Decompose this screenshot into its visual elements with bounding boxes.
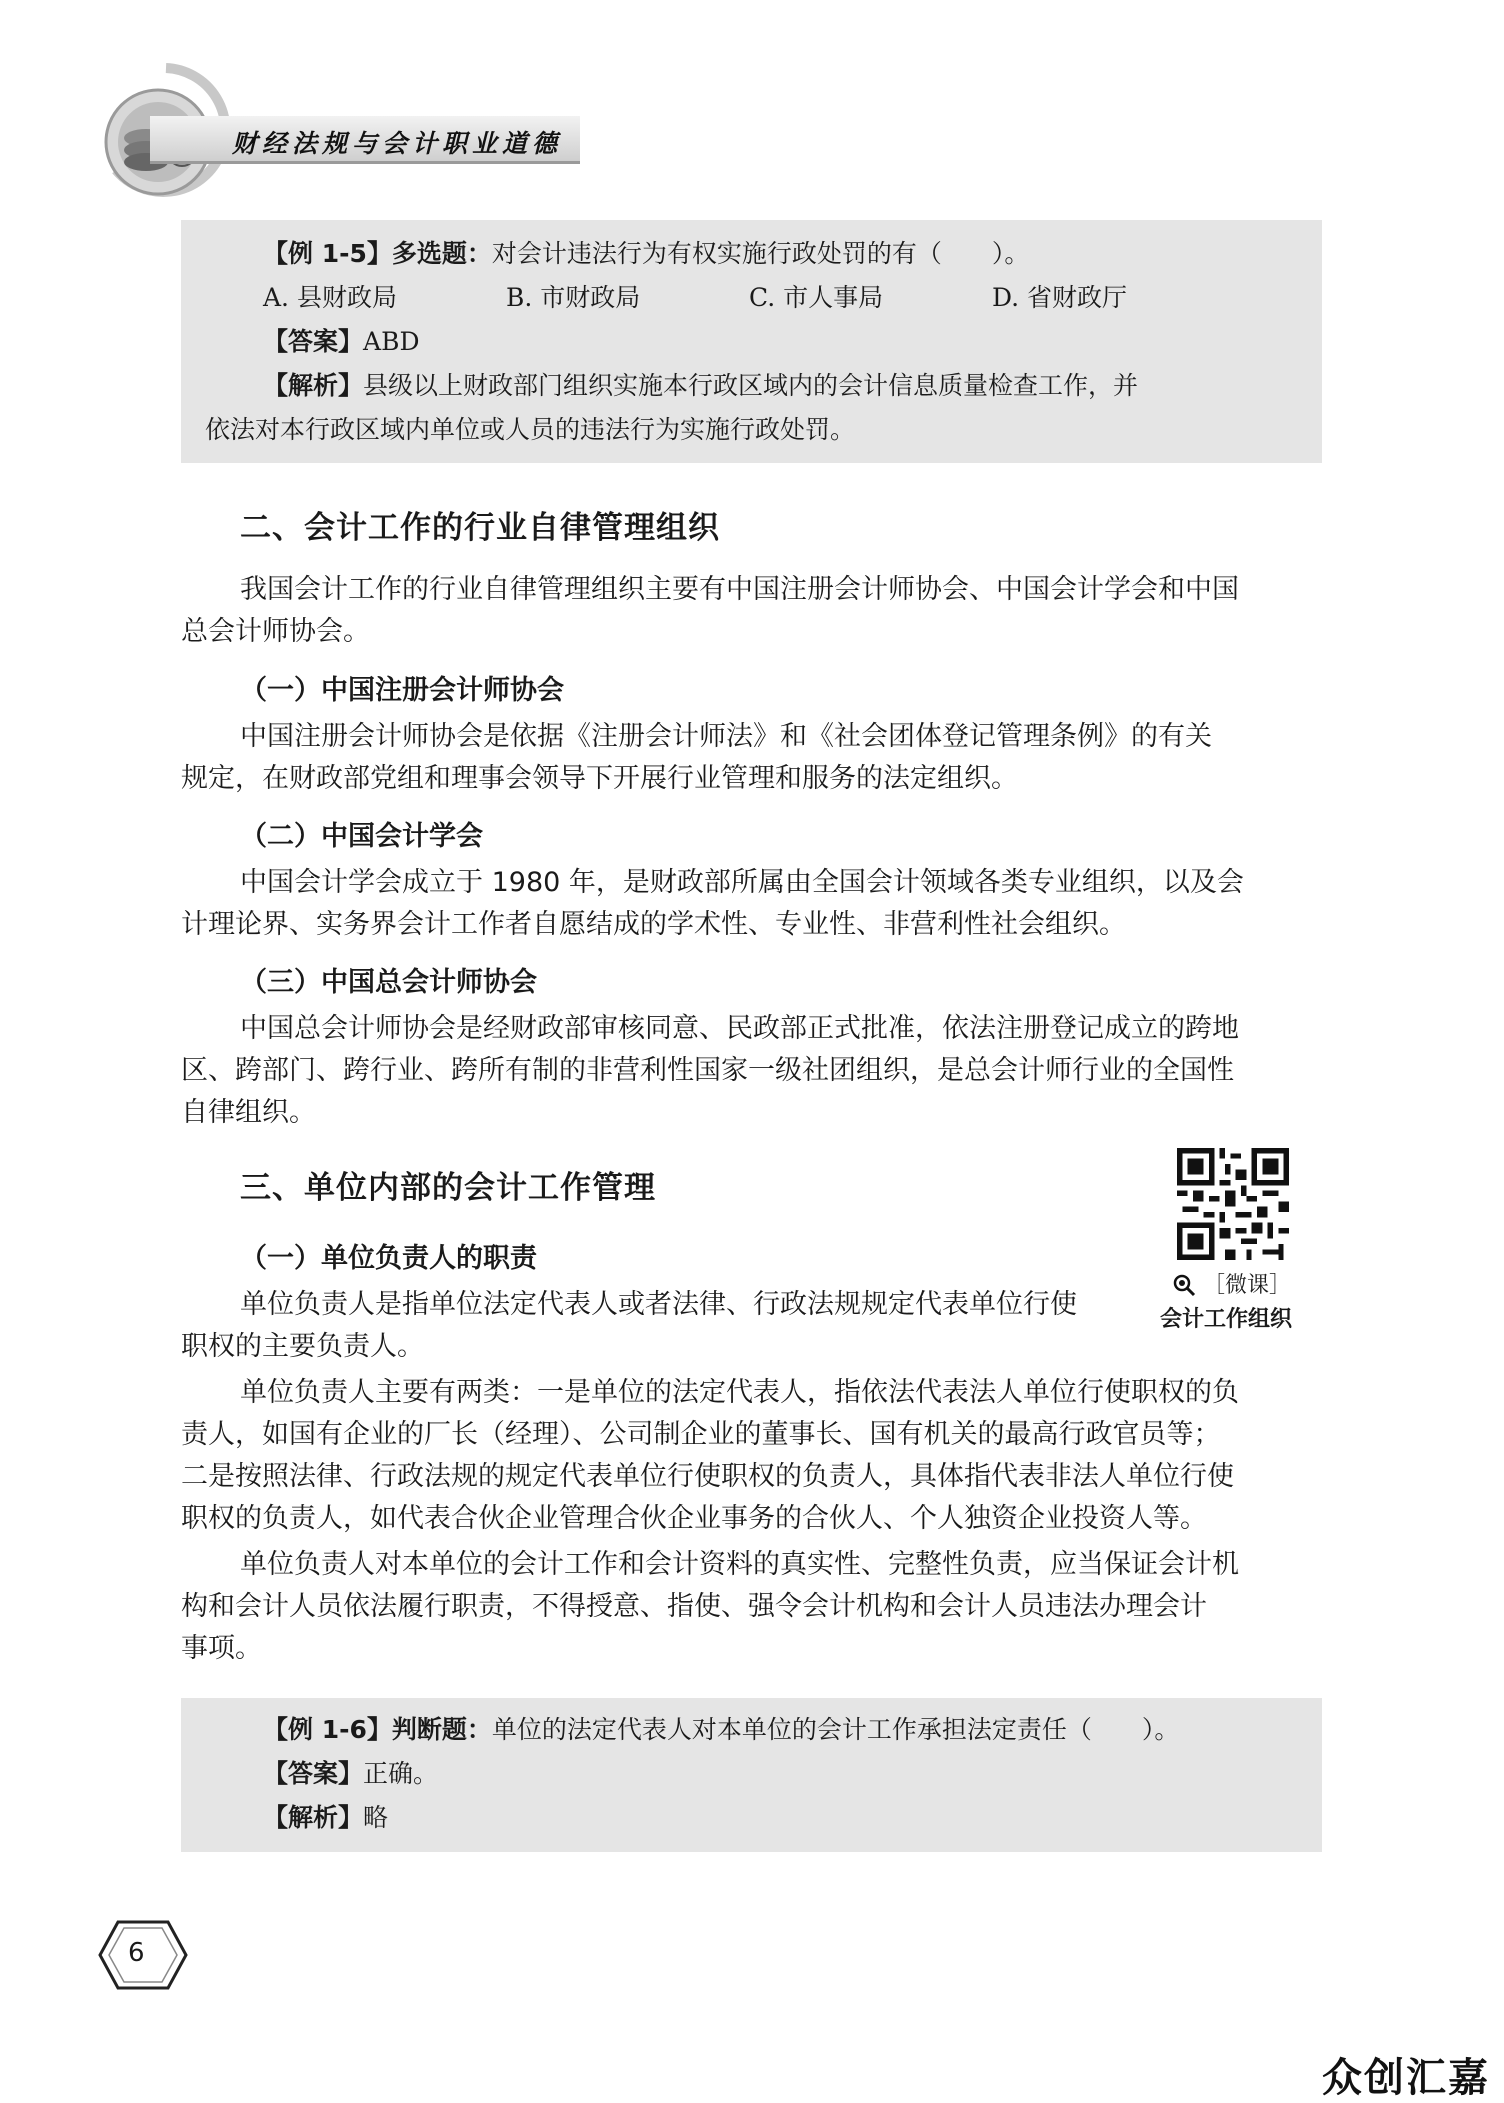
example-1-6-question: 【例 1-6】判断题：单位的法定代表人对本单位的会计工作承担法定责任（ ）。 bbox=[263, 1715, 1180, 1744]
example-1-5-question: 【例 1-5】多选题：对会计违法行为有权实施行政处罚的有（ ）。 bbox=[263, 239, 1030, 268]
example-1-5-analysis-cont: 依法对本行政区域内单位或人员的违法行为实施行政处罚。 bbox=[205, 415, 856, 444]
section-2-heading: 二、会计工作的行业自律管理组织 bbox=[240, 510, 720, 546]
section-2-sub-1-para-cont: 规定，在财政部党组和理事会领导下开展行业管理和服务的法定组织。 bbox=[181, 763, 1018, 794]
section-2-sub-1-heading: （一）中国注册会计师协会 bbox=[240, 675, 564, 706]
example-box-1-5 bbox=[181, 220, 1322, 463]
section-3-sub-1-heading: （一）单位负责人的职责 bbox=[240, 1243, 537, 1274]
example-1-6-answer: 【答案】正确。 bbox=[263, 1759, 439, 1788]
page-number: 6 bbox=[128, 1938, 145, 1968]
example-box-1-6 bbox=[181, 1698, 1322, 1852]
option-c: C. 市人事局 bbox=[749, 283, 884, 312]
section-3-para-3-line-2: 构和会计人员依法履行职责，不得授意、指使、强令会计机构和会计人员违法办理会计 bbox=[181, 1591, 1207, 1622]
example-1-5-options bbox=[263, 276, 1235, 320]
option-d: D. 省财政厅 bbox=[992, 283, 1128, 312]
section-3-para-3-line-3: 事项。 bbox=[181, 1633, 262, 1664]
option-b: B. 市财政局 bbox=[506, 283, 641, 312]
section-3-para-2-line-4: 职权的负责人，如代表合伙企业管理合伙企业事务的合伙人、个人独资企业投资人等。 bbox=[181, 1503, 1207, 1534]
section-3-para-2-line-3: 二是按照法律、行政法规的规定代表单位行使职权的负责人，具体指代表非法人单位行使 bbox=[181, 1461, 1234, 1492]
example-1-6-analysis: 【解析】略 bbox=[263, 1803, 389, 1832]
section-3-heading: 三、单位内部的会计工作管理 bbox=[240, 1170, 656, 1206]
section-2-intro-cont: 总会计师协会。 bbox=[181, 616, 370, 647]
section-2-intro: 我国会计工作的行业自律管理组织主要有中国注册会计师协会、中国会计学会和中国 bbox=[240, 574, 1239, 605]
section-3-para-3: 单位负责人对本单位的会计工作和会计资料的真实性、完整性负责，应当保证会计机 bbox=[240, 1549, 1239, 1580]
section-3-para-2-line-2: 责人，如国有企业的厂长（经理）、公司制企业的董事长、国有机关的最高行政官员等； bbox=[181, 1419, 1221, 1450]
qr-code-icon[interactable] bbox=[1177, 1148, 1289, 1260]
section-2-sub-3-para-end: 自律组织。 bbox=[181, 1097, 316, 1128]
qr-caption-weike: ［微课］ bbox=[1172, 1268, 1291, 1299]
section-3-para-1: 单位负责人是指单位法定代表人或者法律、行政法规规定代表单位行使 bbox=[240, 1289, 1077, 1320]
example-1-5-analysis: 【解析】县级以上财政部门组织实施本行政区域内的会计信息质量检查工作，并 bbox=[263, 371, 1139, 400]
section-2-sub-3-para: 中国总会计师协会是经财政部审核同意、民政部正式批准，依法注册登记成立的跨地 bbox=[240, 1013, 1239, 1044]
example-1-5-answer: 【答案】ABD bbox=[263, 327, 420, 356]
qr-caption-title: 会计工作组织 bbox=[1160, 1307, 1293, 1332]
section-2-sub-2-para-cont: 计理论界、实务界会计工作者自愿结成的学术性、专业性、非营利性社会组织。 bbox=[181, 909, 1126, 940]
section-2-sub-3-para-cont: 区、跨部门、跨行业、跨所有制的非营利性国家一级社团组织，是总会计师行业的全国性 bbox=[181, 1055, 1234, 1086]
section-3-para-2: 单位负责人主要有两类：一是单位的法定代表人，指依法代表法人单位行使职权的负 bbox=[240, 1377, 1239, 1408]
section-3-para-1-cont: 职权的主要负责人。 bbox=[181, 1331, 424, 1362]
book-title: 财经法规与会计职业道德 bbox=[232, 129, 563, 158]
watermark: 众创汇嘉 bbox=[1322, 2055, 1490, 2101]
section-2-sub-2-para: 中国会计学会成立于 1980 年，是财政部所属由全国会计领域各类专业组织，以及会 bbox=[240, 867, 1244, 898]
section-2-sub-3-heading: （三）中国总会计师协会 bbox=[240, 967, 537, 998]
option-a: A. 县财政局 bbox=[263, 283, 397, 312]
section-2-sub-2-heading: （二）中国会计学会 bbox=[240, 821, 483, 852]
magnifier-icon bbox=[1172, 1273, 1196, 1297]
section-2-sub-1-para: 中国注册会计师协会是依据《注册会计师法》和《社会团体登记管理条例》的有关 bbox=[240, 721, 1212, 752]
